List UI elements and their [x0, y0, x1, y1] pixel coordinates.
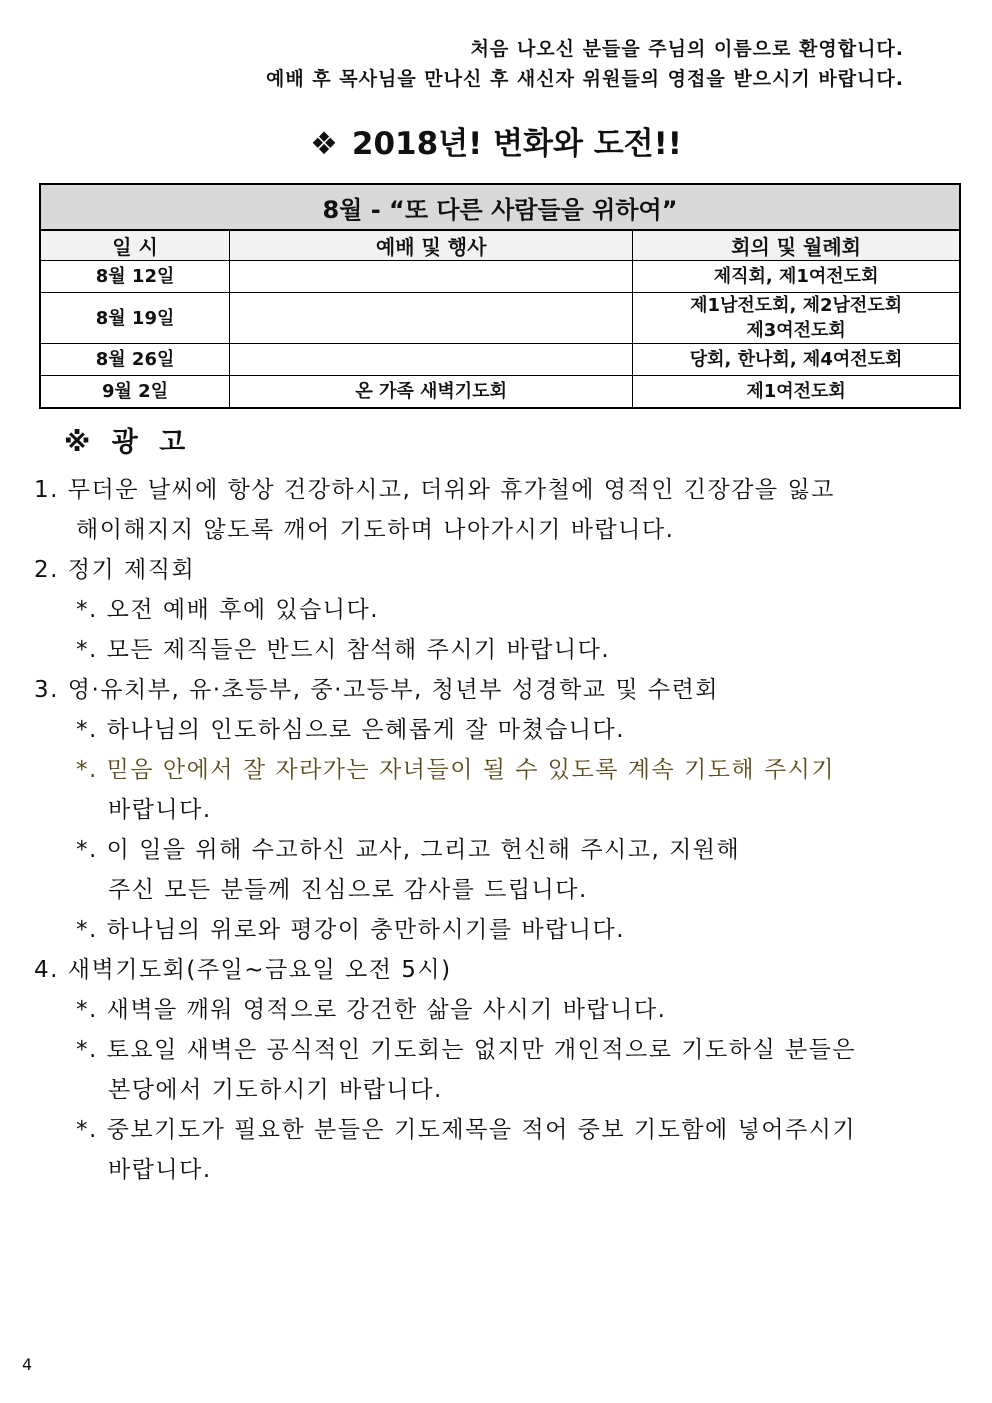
column-header-date: 일 시 [40, 230, 230, 261]
announcement-subitem-cont-text: 본당에서 기도하시기 바랍니다. [108, 1077, 443, 1103]
page-number: 4 [22, 1355, 33, 1374]
welcome-line-2: 예배 후 목사님을 만나신 후 새신자 위원들의 영접을 받으시기 바랍니다. [265, 68, 904, 90]
announcement-subitem: *. 하나님의 인도하심으로 은혜롭게 잘 마쳤습니다. [76, 717, 626, 743]
row-date: 9월 2일 [40, 376, 230, 409]
announcement-subitem-cont [34, 1070, 934, 1110]
row-meeting: 제1여전도회 [633, 376, 960, 409]
column-header-meeting: 회의 및 월례회 [633, 230, 960, 261]
announcement-subitem-cont-text: 바랍니다. [108, 797, 212, 823]
announcement-subitem: *. 중보기도가 필요한 분들은 기도제목을 적어 중보 기도함에 넣어주시기 [76, 1117, 857, 1143]
announcement-subitem: *. 하나님의 위로와 평강이 충만하시기를 바랍니다. [76, 917, 626, 943]
row-meeting [633, 293, 960, 344]
announcement-item [34, 470, 934, 550]
row-meeting: 당회, 한나회, 제4여전도회 [633, 344, 960, 376]
announcement-subitem-cont [34, 790, 934, 830]
table-row [40, 344, 960, 376]
announcement-subitem-cont-text: 주신 모든 분들께 진심으로 감사를 드립니다. [108, 877, 588, 903]
page-title [0, 118, 992, 163]
announcements-list [34, 470, 934, 1190]
announcement-subitem: *. 새벽을 깨워 영적으로 강건한 삶을 사시기 바랍니다. [76, 997, 667, 1023]
diamond-bullet-icon: ❖ [310, 126, 338, 162]
column-header-event: 예배 및 행사 [230, 230, 633, 261]
announcement-item [34, 950, 934, 1190]
announcements-heading: ※ 광 고 [64, 427, 192, 458]
welcome-message [266, 34, 904, 94]
row-meeting: 제직회, 제1여전도회 [633, 261, 960, 293]
row-meeting-line-1: 제1남전도회, 제2남전도회 [690, 295, 903, 316]
announcement-subitem: *. 이 일을 위해 수고하신 교사, 그리고 헌신해 주시고, 지원해 [76, 837, 741, 863]
row-event [230, 261, 633, 293]
table-row [40, 261, 960, 293]
row-event [230, 344, 633, 376]
announcement-continuation: 해이해지지 않도록 깨어 기도하며 나아가시기 바랍니다. [76, 517, 675, 543]
schedule-heading: 8월 - “또 다른 사람들을 위하여” [40, 184, 960, 230]
table-row [40, 293, 960, 344]
announcement-subitem-cont [34, 870, 934, 910]
schedule-table [39, 183, 961, 409]
row-date: 8월 26일 [40, 344, 230, 376]
announcement-title: 2. 정기 제직회 [34, 557, 196, 583]
row-date: 8월 12일 [40, 261, 230, 293]
announcement-item [34, 670, 934, 950]
row-event: 온 가족 새벽기도회 [230, 376, 633, 409]
table-row [40, 376, 960, 409]
announcement-item [34, 550, 934, 670]
announcement-subitem-cont [34, 1150, 934, 1190]
announcement-title: 4. 새벽기도회(주일~금요일 오전 5시) [34, 957, 452, 983]
announcement-title: 3. 영·유치부, 유·초등부, 중·고등부, 청년부 성경학교 및 수련회 [34, 677, 720, 703]
announcement-subitem: *. 오전 예배 후에 있습니다. [76, 597, 380, 623]
announcement-subitem: *. 모든 제직들은 반드시 참석해 주시기 바랍니다. [76, 637, 611, 663]
announcement-title: 1. 무더운 날씨에 항상 건강하시고, 더위와 휴가철에 영적인 긴장감을 잃고 [34, 477, 835, 503]
announcement-subitem: *. 토요일 새벽은 공식적인 기도회는 없지만 개인적으로 기도하실 분들은 [76, 1037, 857, 1063]
announcement-subitem-cont-text: 바랍니다. [108, 1157, 212, 1183]
announcement-subitem: *. 믿음 안에서 잘 자라가는 자녀들이 될 수 있도록 계속 기도해 주시기 [76, 757, 836, 783]
welcome-line-1: 처음 나오신 분들을 주님의 이름으로 환영합니다. [470, 38, 904, 60]
row-meeting-line-2: 제3여전도회 [746, 320, 846, 341]
page-title-text: 2018년! 변화와 도전!! [351, 126, 682, 162]
row-event [230, 293, 633, 344]
row-date: 8월 19일 [40, 293, 230, 344]
